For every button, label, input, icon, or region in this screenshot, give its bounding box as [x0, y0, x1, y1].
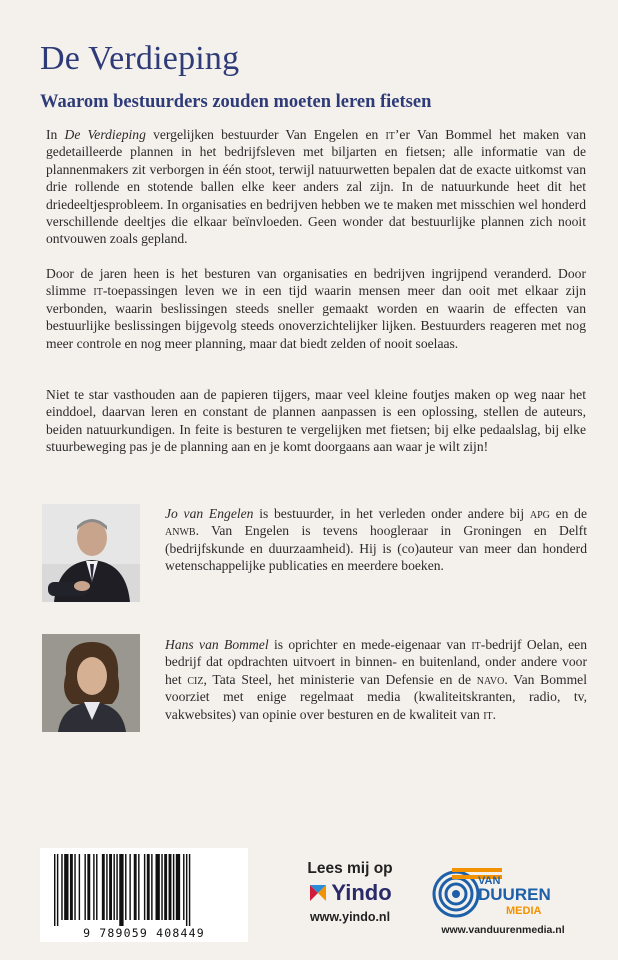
- yindo-lees-label: Lees mij op: [307, 860, 393, 877]
- author-bio-hans-van-bommel: Hans van Bommel is oprichter en mede-eigenaar van it-bedrijf Oelan, een bedrijf dat opdrachten uitvoert in binnen- en buitenland, onder andere voor het ciz, Tata Steel, het ministerie van Defensie en de navo. Van Bommel voorziet met enige regelmaat media (kwaliteitskranten, radio, tv, vakwebsites) van opinie over besturen en de kwaliteit van it.: [165, 637, 587, 722]
- paragraph-2: Door de jaren heen is het besturen van organisaties en bedrijven ingrijpend veranderd. Door slimme it-toepassingen leven we in een tijd waarin mensen meer dan ooit met elkaar zijn verbonden, waarin beslissingen steeds sneller gemaakt worden en waarin de effecten van bestuurlijke beslissingen bijgevolg steeds onoverzichtelijker lijken. Bestuurders reageren met nog meer controle en nog meer planning, maar dat biedt zelden of nooit soelaas.: [46, 266, 586, 351]
- author-bio-jo-van-engelen: Jo van Engelen is bestuurder, in het verleden onder andere bij apg en de anwb. Van Engelen is tevens hoogleraar in Groningen en Delft (bedrijfskunde en duurzaamheid). Hij is (co)auteur van meer dan honderd wetenschappelijke publicaties en meerdere boeken.: [165, 506, 587, 574]
- yindo-mark-icon: [308, 883, 328, 903]
- publisher-line3: MEDIA: [506, 905, 542, 917]
- author-photo-hans-van-bommel: [42, 634, 140, 732]
- publisher-url: www.vanduurenmedia.nl: [441, 924, 565, 936]
- publisher-line1: VAN: [478, 875, 501, 887]
- publisher-swirl-icon: [428, 862, 578, 922]
- yindo-logo: Yindo: [295, 880, 405, 906]
- book-title: De Verdieping: [40, 40, 240, 77]
- yindo-url: www.yindo.nl: [309, 910, 391, 924]
- paragraph-3: Niet te star vasthouden aan de papieren tijgers, maar veel kleine foutjes maken op weg naar het einddoel, daarvan leren en constant de plannen aanpassen is een oplossing, stellen de auteurs, beiden natuurkundigen. In feite is besturen te vergelijken met fietsen; bij elke pedaalslag, bij elke stuurbeweging pas je de planning aan en je komt doorgaans aan waar je wilt zijn!: [46, 387, 586, 455]
- barcode-bars: [40, 848, 248, 928]
- isbn-barcode: [40, 848, 248, 942]
- publisher-line2: DUUREN: [478, 885, 551, 904]
- publisher-logo: [428, 862, 578, 936]
- isbn-number: 9 789059 408449: [83, 926, 205, 940]
- intro-paragraph: In De Verdieping vergelijken bestuurder Van Engelen en it’er Van Bommel het maken van gedetailleerde plannen in het bedrijfsleven met biljarten en fietsen; alle informatie van de plannenmakers zit verborgen in één stoot, terwijl natuurwetten bepalen dat de exacte uitkomst van drie rollende en stotende ballen elke keer anders zal zijn. In de natuurkunde heet dit het driedeeltjesprobleem. In organisaties en bedrijven hebben we te maken met misschien wel honderd verschillende deeltjes die elkaar beïnvloeden. Geen wonder dat bestuurlijke plannen zich nooit ontvouwen zoals gepland.: [46, 127, 586, 247]
- book-subtitle: Waarom bestuurders zouden moeten leren fietsen: [40, 92, 432, 112]
- author-photo-jo-van-engelen: [42, 504, 140, 602]
- yindo-promo: [295, 860, 405, 924]
